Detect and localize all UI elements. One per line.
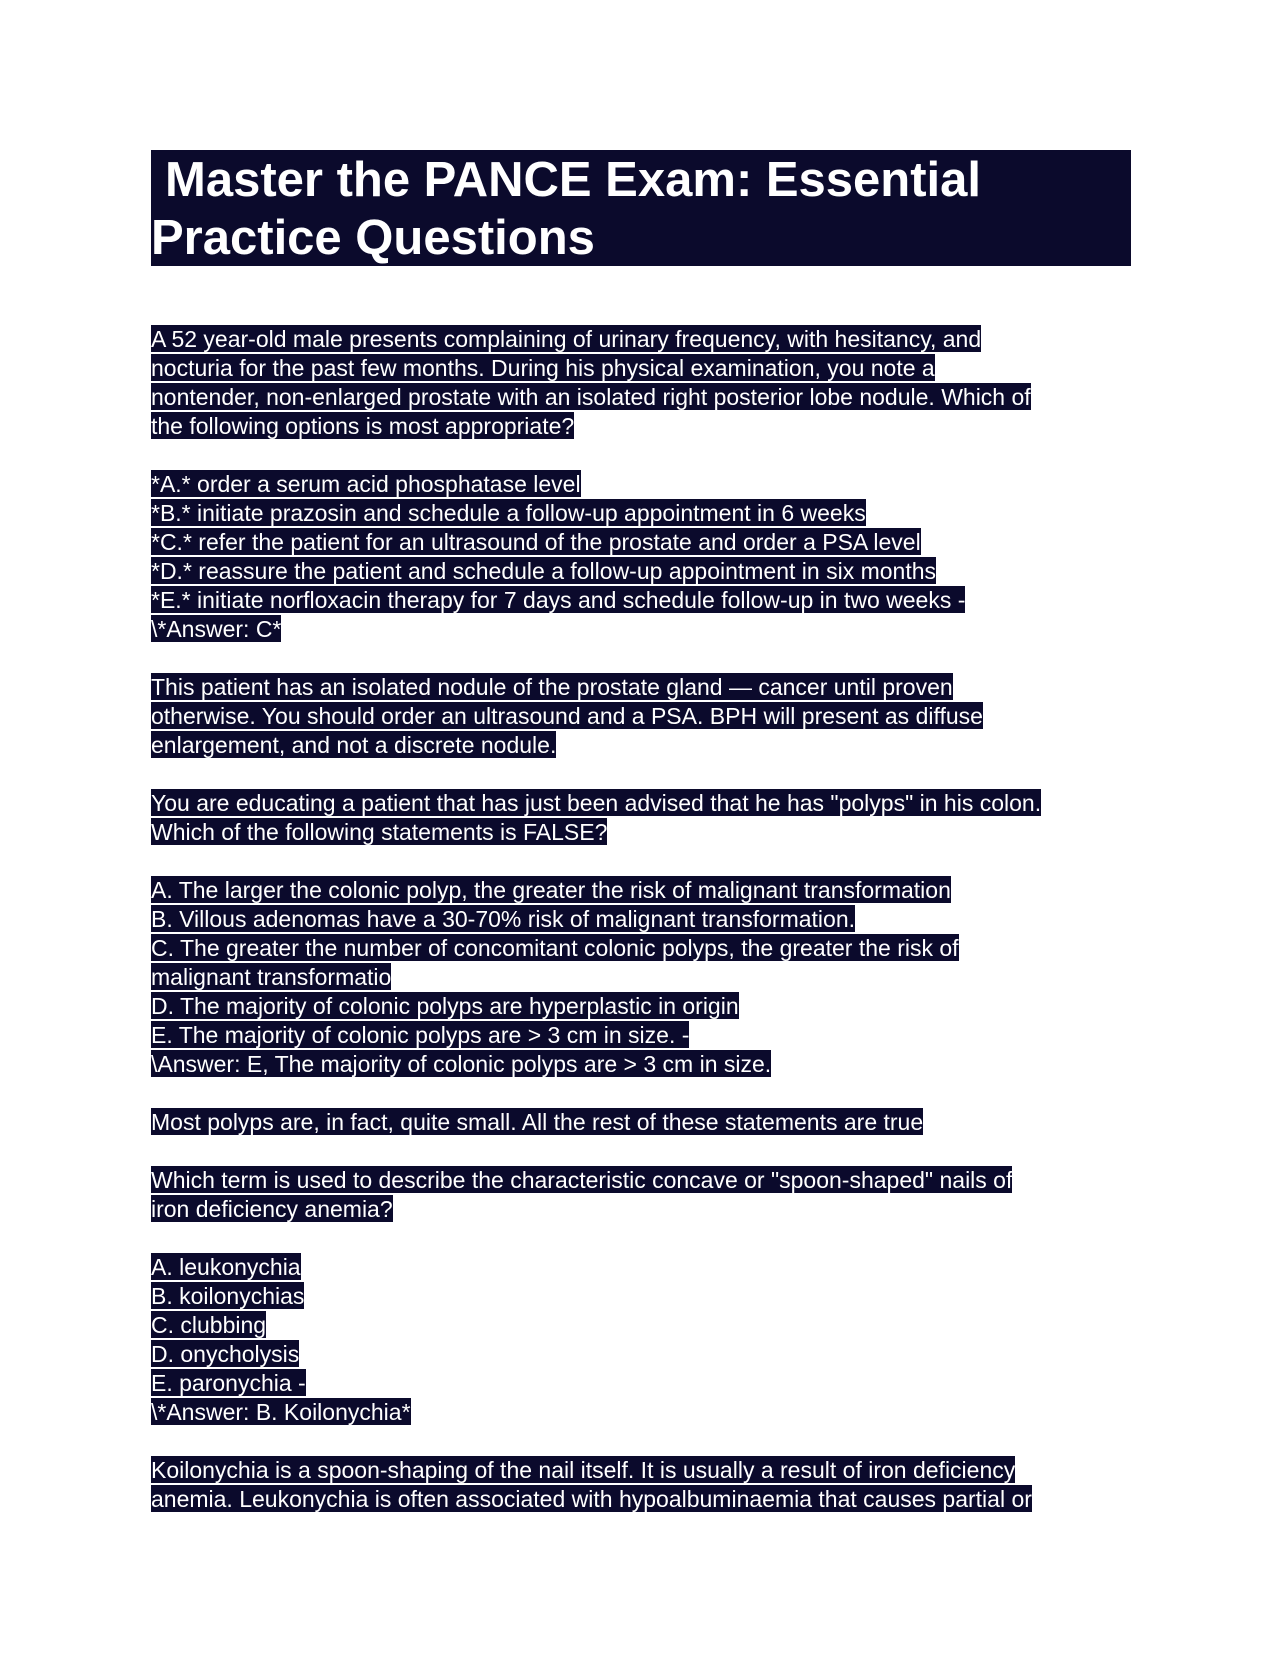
document-body (151, 325, 1131, 1514)
question-1-explanation (151, 673, 1131, 760)
text-line: iron deficiency anemia? (151, 1196, 393, 1222)
option-d: D. onycholysis (151, 1341, 300, 1367)
answer-line: \*Answer: B. Koilonychia* (151, 1399, 411, 1425)
question-3-options (151, 1253, 1131, 1427)
text-line: A 52 year-old male presents complaining of urinary frequency, with hesitancy, and (151, 326, 982, 352)
text-line: You are educating a patient that has just been advised that he has "polyps" in his colon. (151, 790, 1042, 816)
answer-line: \*Answer: C* (151, 616, 282, 642)
option-b: B. koilonychias (151, 1283, 305, 1309)
question-1-stem (151, 325, 1131, 441)
question-2-options (151, 876, 1131, 1079)
text-line: anemia. Leukonychia is often associated with hypoalbuminaemia that causes partial or (151, 1486, 1032, 1512)
answer-line: \Answer: E, The majority of colonic polyps are > 3 cm in size. (151, 1051, 772, 1077)
text-line: Which term is used to describe the characteristic concave or "spoon-shaped" nails of (151, 1167, 1013, 1193)
option-c: *C.* refer the patient for an ultrasound of the prostate and order a PSA level (151, 529, 921, 555)
option-a: A. leukonychia (151, 1254, 301, 1280)
question-3-stem (151, 1166, 1131, 1224)
option-b: *B.* initiate prazosin and schedule a follow-up appointment in 6 weeks (151, 500, 866, 526)
text-line: This patient has an isolated nodule of the prostate gland — cancer until proven (151, 674, 953, 700)
option-b: B. Villous adenomas have a 30-70% risk of malignant transformation. (151, 906, 856, 932)
option-e: E. paronychia - (151, 1370, 306, 1396)
text-line: Koilonychia is a spoon-shaping of the nail itself. It is usually a result of iron deficiency (151, 1457, 1016, 1483)
document-title (151, 150, 1131, 266)
text-line: enlargement, and not a discrete nodule. (151, 732, 557, 758)
text-line: the following options is most appropriate? (151, 413, 575, 439)
text-line: otherwise. You should order an ultrasound and a PSA. BPH will present as diffuse (151, 703, 983, 729)
option-e: E. The majority of colonic polyps are > 3 cm in size. - (151, 1022, 690, 1048)
text-line: nontender, non-enlarged prostate with an isolated right posterior lobe nodule. Which of (151, 384, 1031, 410)
question-2-stem (151, 789, 1131, 847)
option-c: C. The greater the number of concomitant colonic polyps, the greater the risk of (151, 935, 959, 961)
question-2-explanation (151, 1108, 1131, 1137)
text-line: Most polyps are, in fact, quite small. All the rest of these statements are true (151, 1109, 924, 1135)
title-line-1: Master the PANCE Exam: Essential (165, 153, 982, 207)
text-line: nocturia for the past few months. During his physical examination, you note a (151, 355, 935, 381)
option-a: *A.* order a serum acid phosphatase level (151, 471, 581, 497)
option-d: *D.* reassure the patient and schedule a follow-up appointment in six months (151, 558, 937, 584)
text-line: Which of the following statements is FALSE? (151, 819, 608, 845)
option-d: D. The majority of colonic polyps are hyperplastic in origin (151, 993, 739, 1019)
question-3-explanation (151, 1456, 1131, 1514)
option-e: *E.* initiate norfloxacin therapy for 7 days and schedule follow-up in two weeks - (151, 587, 966, 613)
option-a: A. The larger the colonic polyp, the greater the risk of malignant transformation (151, 877, 951, 903)
option-c-continued: malignant transformatio (151, 964, 392, 990)
question-1-options (151, 470, 1131, 644)
document-page (151, 150, 1131, 1543)
option-c: C. clubbing (151, 1312, 267, 1338)
title-line-2: Practice Questions (151, 211, 595, 265)
